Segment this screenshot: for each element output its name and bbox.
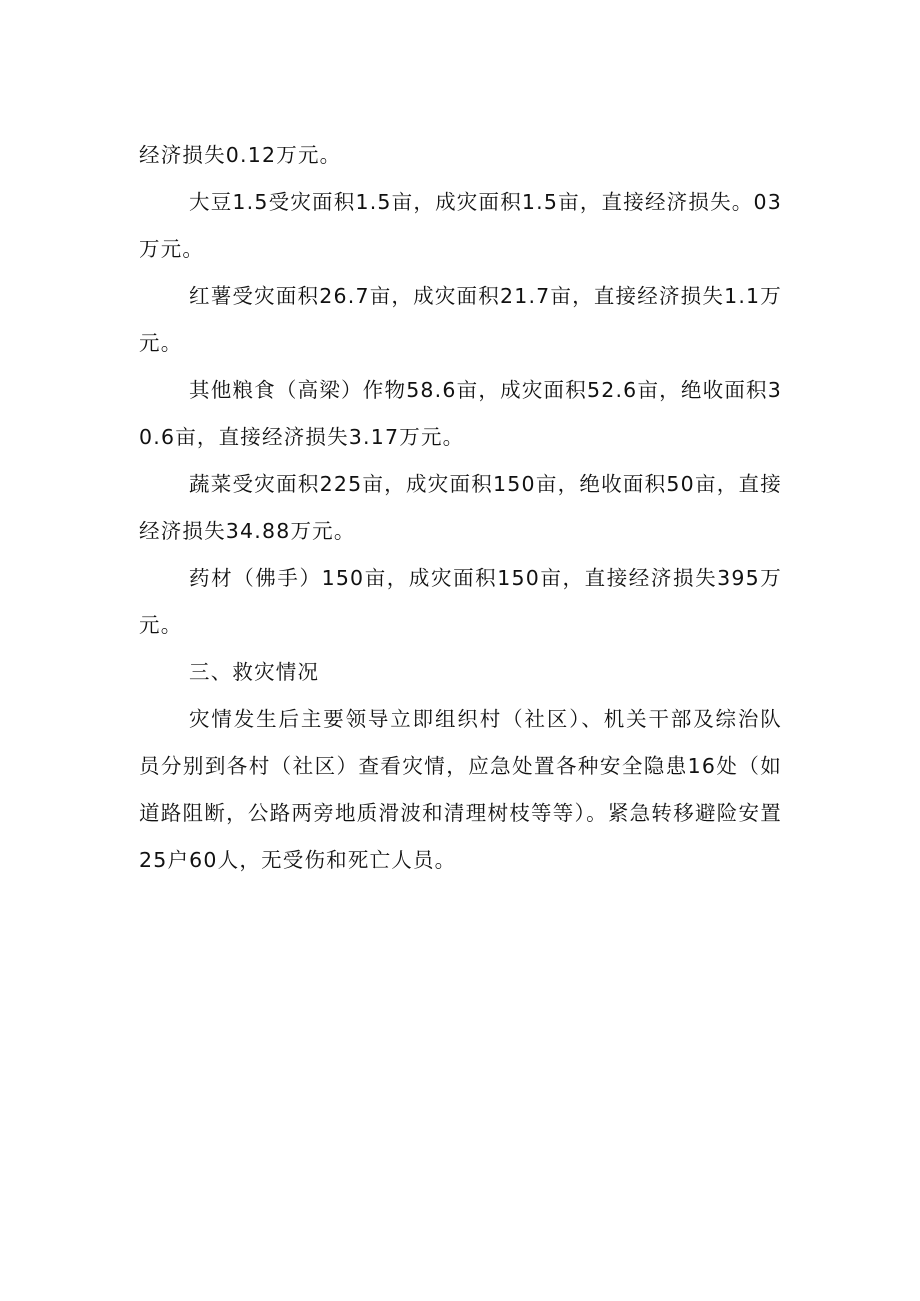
paragraph-sweet-potato: 红薯受灾面积26.7亩，成灾面积21.7亩，直接经济损失1.1万元。 [139, 284, 782, 355]
section-heading: 三、救灾情况 [189, 660, 320, 684]
paragraph-continuation: 经济损失0.12万元。 [139, 143, 342, 167]
paragraph-other-grain: 其他粮食（高梁）作物58.6亩，成灾面积52.6亩，绝收面积30.6亩，直接经济损失3.17万元。 [139, 378, 782, 449]
document-body [139, 132, 782, 884]
paragraph-relief: 灾情发生后主要领导立即组织村（社区）、机关干部及综治队员分别到各村（社区）查看灾情，应急处置各种安全隐患16处（如道路阻断，公路两旁地质滑波和清理树枝等等）。紧急转移避险安置25户60人，无受伤和死亡人员。 [139, 707, 782, 872]
paragraph-soybean: 大豆1.5受灾面积1.5亩，成灾面积1.5亩，直接经济损失。03万元。 [139, 190, 782, 261]
paragraph-vegetables: 蔬菜受灾面积225亩，成灾面积150亩，绝收面积50亩，直接经济损失34.88万元。 [139, 472, 782, 543]
paragraph-herbs: 药材（佛手）150亩，成灾面积150亩，直接经济损失395万元。 [139, 566, 782, 637]
